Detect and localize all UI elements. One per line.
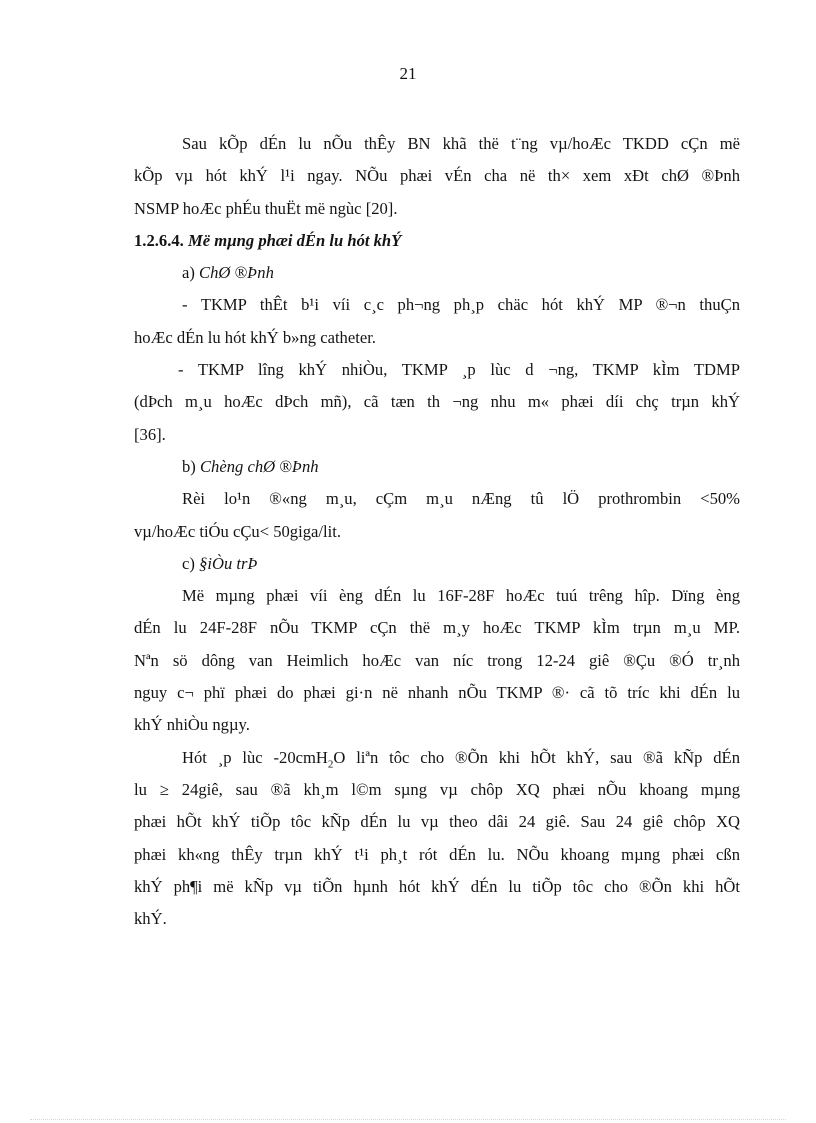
document-body — [134, 128, 740, 935]
text-line: Sau kÕp dÉn lu nÕu thÊy BN khã thë t¨ng vµ/hoÆc TKDD cÇn më — [182, 134, 740, 153]
section-number: 1.2.6.4. — [134, 230, 184, 250]
text-line: khÝ. — [134, 909, 167, 929]
text-line: phæi hÕt khÝ tiÕp tôc kÑp dÉn lu vµ theo dâi 24 giê. Sau 24 giê chôp XQ — [134, 812, 740, 832]
subheading-label: c) §iÒu trÞ — [182, 553, 258, 573]
text-line: Rèi lo¹n ®«ng m¸u, cÇm m¸u nÆng tû lÖ prothrombin <50% — [182, 489, 740, 509]
subheading-indications — [134, 257, 740, 289]
subheading-label: a) ChØ ®Þnh — [182, 263, 274, 283]
subheading-treatment — [134, 548, 740, 580]
text-line: hoÆc dÉn lu hót khÝ b»ng catheter. — [134, 327, 376, 347]
footer-divider — [30, 1119, 786, 1120]
subheading-label: b) Chèng chØ ®Þnh — [182, 456, 319, 476]
text-line: nguy c¬ phï phæi do phæi gi·n në nhanh nÕu TKMP ®· cã tõ tríc khi dÉn lu — [134, 683, 740, 703]
text-line: kÕp vµ hót khÝ l¹i ngay. NÕu phæi vÉn cha në th× xem xÐt chØ ®Þnh — [134, 166, 740, 186]
text-line: - TKMP thÊt b¹i víi c¸c ph¬ng ph¸p chäc hót khÝ MP ®¬n thuÇn — [182, 295, 740, 315]
text-line: (dÞch m¸u hoÆc dÞch mñ), cã tæn th ¬ng nhu m« phæi díi chç trµn khÝ — [134, 392, 740, 412]
text-line: phæi kh«ng thÊy trµn khÝ t¹i ph¸t rót dÉn lu. NÕu khoang mµng phæi cßn — [134, 844, 740, 864]
page-number: 21 — [399, 64, 417, 83]
subscript: 2 — [327, 757, 334, 770]
text-fragment: O liªn tôc cho ®Õn khi hÕt khÝ, sau ®ã kÑp dÉn — [333, 747, 740, 767]
text-line: - TKMP lîng khÝ nhiÒu, TKMP ¸p lùc d ¬ng, TKMP kÌm TDMP — [178, 360, 740, 380]
text-line: dÉn lu 24F-28F nÕu TKMP cÇn thë m¸y hoÆc TKMP kÌm trµn m¸u MP. — [134, 618, 740, 638]
subheading-contraindications — [134, 451, 740, 483]
section-heading — [134, 225, 740, 257]
text-line — [134, 742, 740, 774]
text-line: Më mµng phæi víi èng dÉn lu 16F-28F hoÆc tuú trêng hîp. Dïng èng — [182, 586, 740, 606]
text-line: khÝ ph¶i më kÑp vµ tiÕn hµnh hót khÝ dÉn lu tiÕp tôc cho ®Õn khi hÕt — [134, 876, 740, 896]
text-line: Nªn sö dông van Heimlich hoÆc van níc trong 12-24 giê ®Çu ®Ó tr¸nh — [134, 650, 740, 670]
text-line: lu ≥ 24giê, sau ®ã kh¸m l©m sµng vµ chôp XQ phæi nÕu khoang mµng — [134, 779, 740, 799]
section-title: Më mµng phæi dÉn lu hót khÝ — [187, 230, 402, 250]
text-line: [36]. — [134, 424, 166, 444]
text-fragment: Hót ¸p lùc -20cmH — [182, 747, 328, 767]
text-line: khÝ nhiÒu ngµy. — [134, 715, 250, 735]
text-line: vµ/hoÆc tiÓu cÇu< 50giga/lit. — [134, 521, 341, 541]
text-line: NSMP hoÆc phÉu thuËt më ngùc [20]. — [134, 198, 398, 218]
